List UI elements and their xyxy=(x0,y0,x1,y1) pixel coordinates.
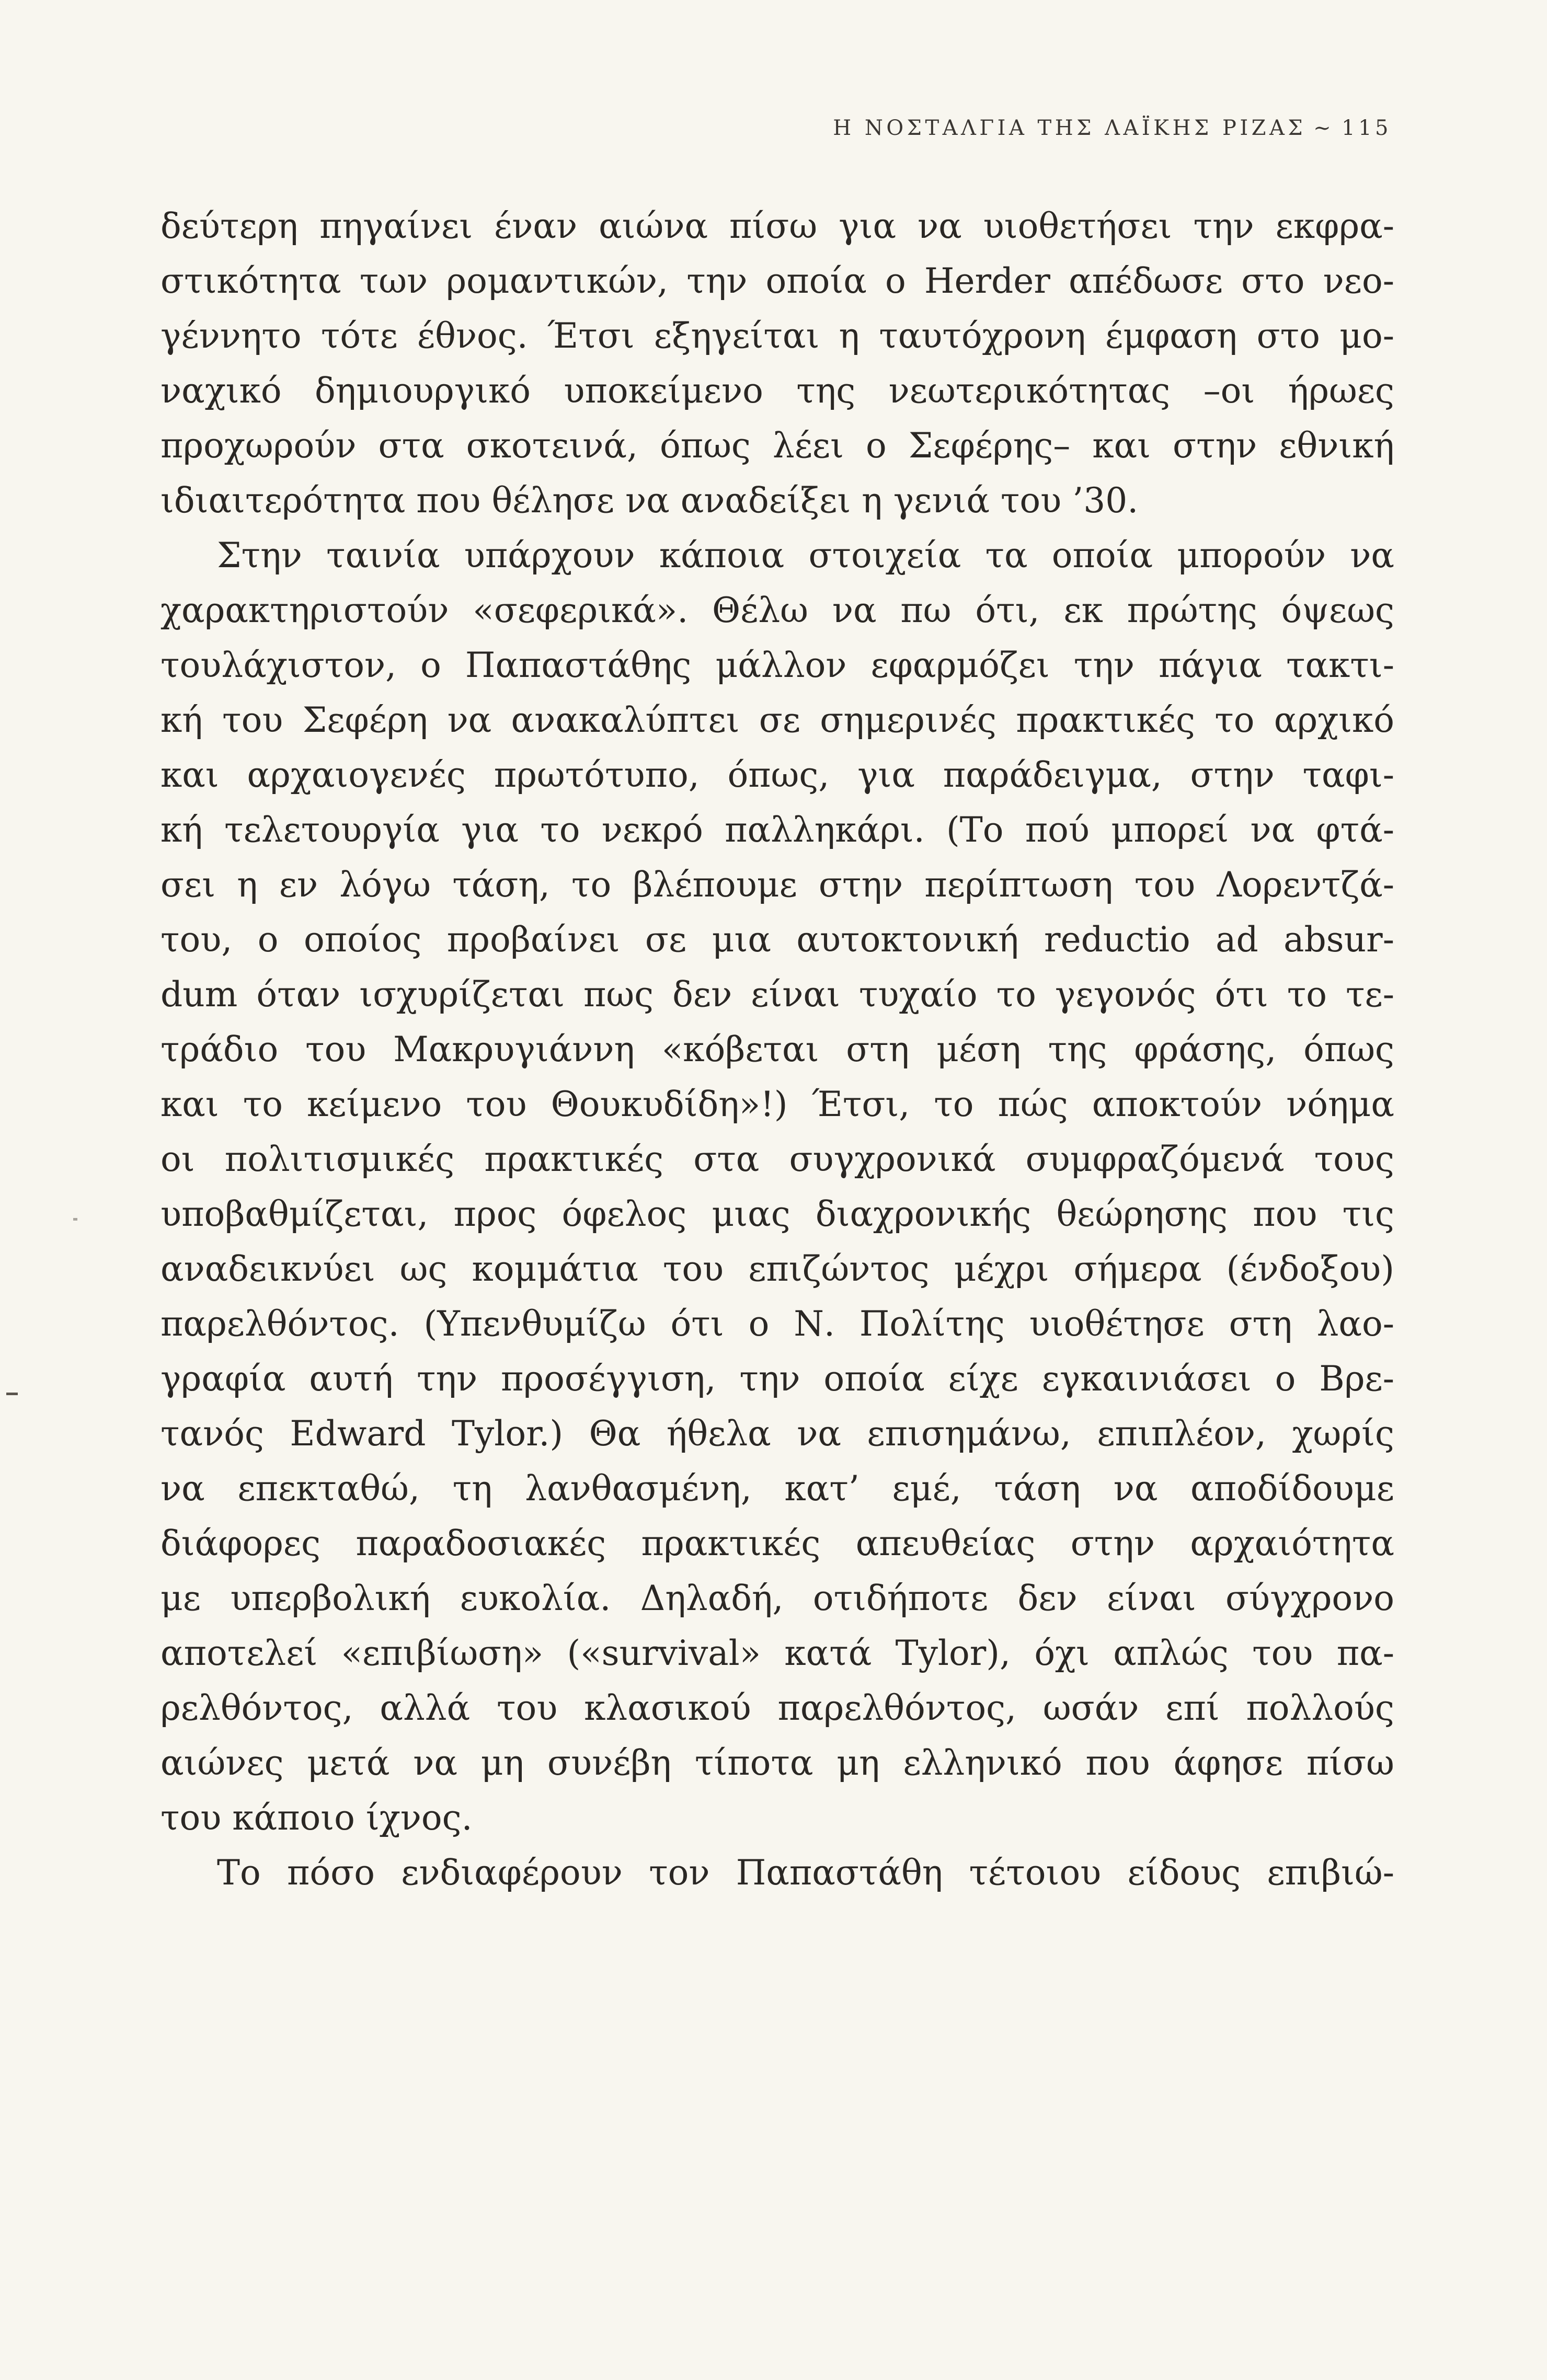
scan-speck xyxy=(73,1218,77,1221)
text-line: κή του Σεφέρη να ανακαλύπτει σε σημερινές πρακτικές το αρχικό xyxy=(161,700,1394,740)
text-line: χαρακτηριστούν «σεφερικά». Θέλω να πω ότι, εκ πρώτης όψεως xyxy=(161,590,1394,630)
text-line: dum όταν ισχυρίζεται πως δεν είναι τυχαίο το γεγονός ότι το τε- xyxy=(161,974,1394,1015)
text-line: και το κείμενο του Θουκυδίδη»!) Έτσι, το πώς αποκτούν νόημα xyxy=(161,1084,1394,1124)
text-line: παρελθόντος. (Υπενθυμίζω ότι ο Ν. Πολίτης υιοθέτησε στη λαο- xyxy=(161,1304,1394,1344)
text-line: δεύτερη πηγαίνει έναν αιώνα πίσω για να υιοθετήσει την εκφρα- xyxy=(161,206,1394,246)
text-line: ναχικό δημιουργικό υποκείμενο της νεωτερικότητας –οι ήρωες xyxy=(161,371,1394,411)
text-line: ρελθόντος, αλλά του κλασικού παρελθόντος, ωσάν επί πολλούς xyxy=(161,1688,1394,1728)
text-line: αιώνες μετά να μη συνέβη τίποτα μη ελληνικό που άφησε πίσω xyxy=(161,1743,1394,1783)
text-line: με υπερβολική ευκολία. Δηλαδή, οτιδήποτε δεν είναι σύγχρονο xyxy=(161,1578,1394,1618)
text-line: γέννητο τότε έθνος. Έτσι εξηγείται η ταυτόχρονη έμφαση στο μο- xyxy=(161,316,1394,356)
page-number: 115 xyxy=(1342,116,1392,140)
text-line: κή τελετουργία για το νεκρό παλληκάρι. (Το πού μπορεί να φτά- xyxy=(161,810,1394,850)
text-line: τανός Edward Tylor.) Θα ήθελα να επισημάνω, επιπλέον, χωρίς xyxy=(161,1413,1394,1454)
text-line: οι πολιτισμικές πρακτικές στα συγχρονικά συμφραζόμενά τους xyxy=(161,1139,1394,1179)
text-line: του κάποιο ίχνος. xyxy=(161,1798,473,1838)
text-line: διάφορες παραδοσιακές πρακτικές απευθείας στην αρχαιότητα xyxy=(161,1523,1394,1563)
text-line: αποτελεί «επιβίωση» («survival» κατά Tylor), όχι απλώς του πα- xyxy=(161,1633,1394,1673)
paragraph-start-line: Στην ταινία υπάρχουν κάποια στοιχεία τα οποία μπορούν να xyxy=(217,535,1394,576)
text-line: σει η εν λόγω τάση, το βλέπουμε στην περίπτωση του Λορεντζά- xyxy=(161,865,1394,905)
text-line: υποβαθμίζεται, προς όφελος μιας διαχρονικής θεώρησης που τις xyxy=(161,1194,1394,1234)
text-line: ιδιαιτερότητα που θέλησε να αναδείξει η γενιά του ’30. xyxy=(161,480,1139,521)
running-head-title: Η ΝΟΣΤΑΛΓΙΑ ΤΗΣ ΛΑΪΚΗΣ ΡΙΖΑΣ xyxy=(833,116,1307,140)
running-head-separator: ~ xyxy=(1313,116,1335,140)
text-line: γραφία αυτή την προσέγγιση, την οποία είχε εγκαινιάσει ο Βρε- xyxy=(161,1359,1394,1399)
body-text xyxy=(161,199,1394,1900)
text-line: προχωρούν στα σκοτεινά, όπως λέει ο Σεφέρης– και στην εθνική xyxy=(161,426,1394,466)
text-line: τράδιο του Μακρυγιάννη «κόβεται στη μέση της φράσης, όπως xyxy=(161,1029,1394,1070)
text-line: στικότητα των ρομαντικών, την οποία ο Herder απέδωσε στο νεο- xyxy=(161,261,1394,301)
text-line: και αρχαιογενές πρωτότυπο, όπως, για παράδειγμα, στην ταφι- xyxy=(161,755,1394,795)
text-line: να επεκταθώ, τη λανθασμένη, κατ’ εμέ, τάση να αποδίδουμε xyxy=(161,1468,1394,1509)
running-head xyxy=(833,116,1392,140)
text-line: τουλάχιστον, ο Παπαστάθης μάλλον εφαρμόζει την πάγια τακτι- xyxy=(161,645,1394,685)
text-line: του, ο οποίος προβαίνει σε μια αυτοκτονική reductio ad absur- xyxy=(161,919,1394,960)
text-line: αναδεικνύει ως κομμάτια του επιζώντος μέχρι σήμερα (ένδοξου) xyxy=(161,1249,1394,1289)
paragraph-start-line: Το πόσο ενδιαφέρουν τον Παπαστάθη τέτοιου είδους επιβιώ- xyxy=(217,1853,1394,1893)
scan-speck xyxy=(6,1393,18,1395)
